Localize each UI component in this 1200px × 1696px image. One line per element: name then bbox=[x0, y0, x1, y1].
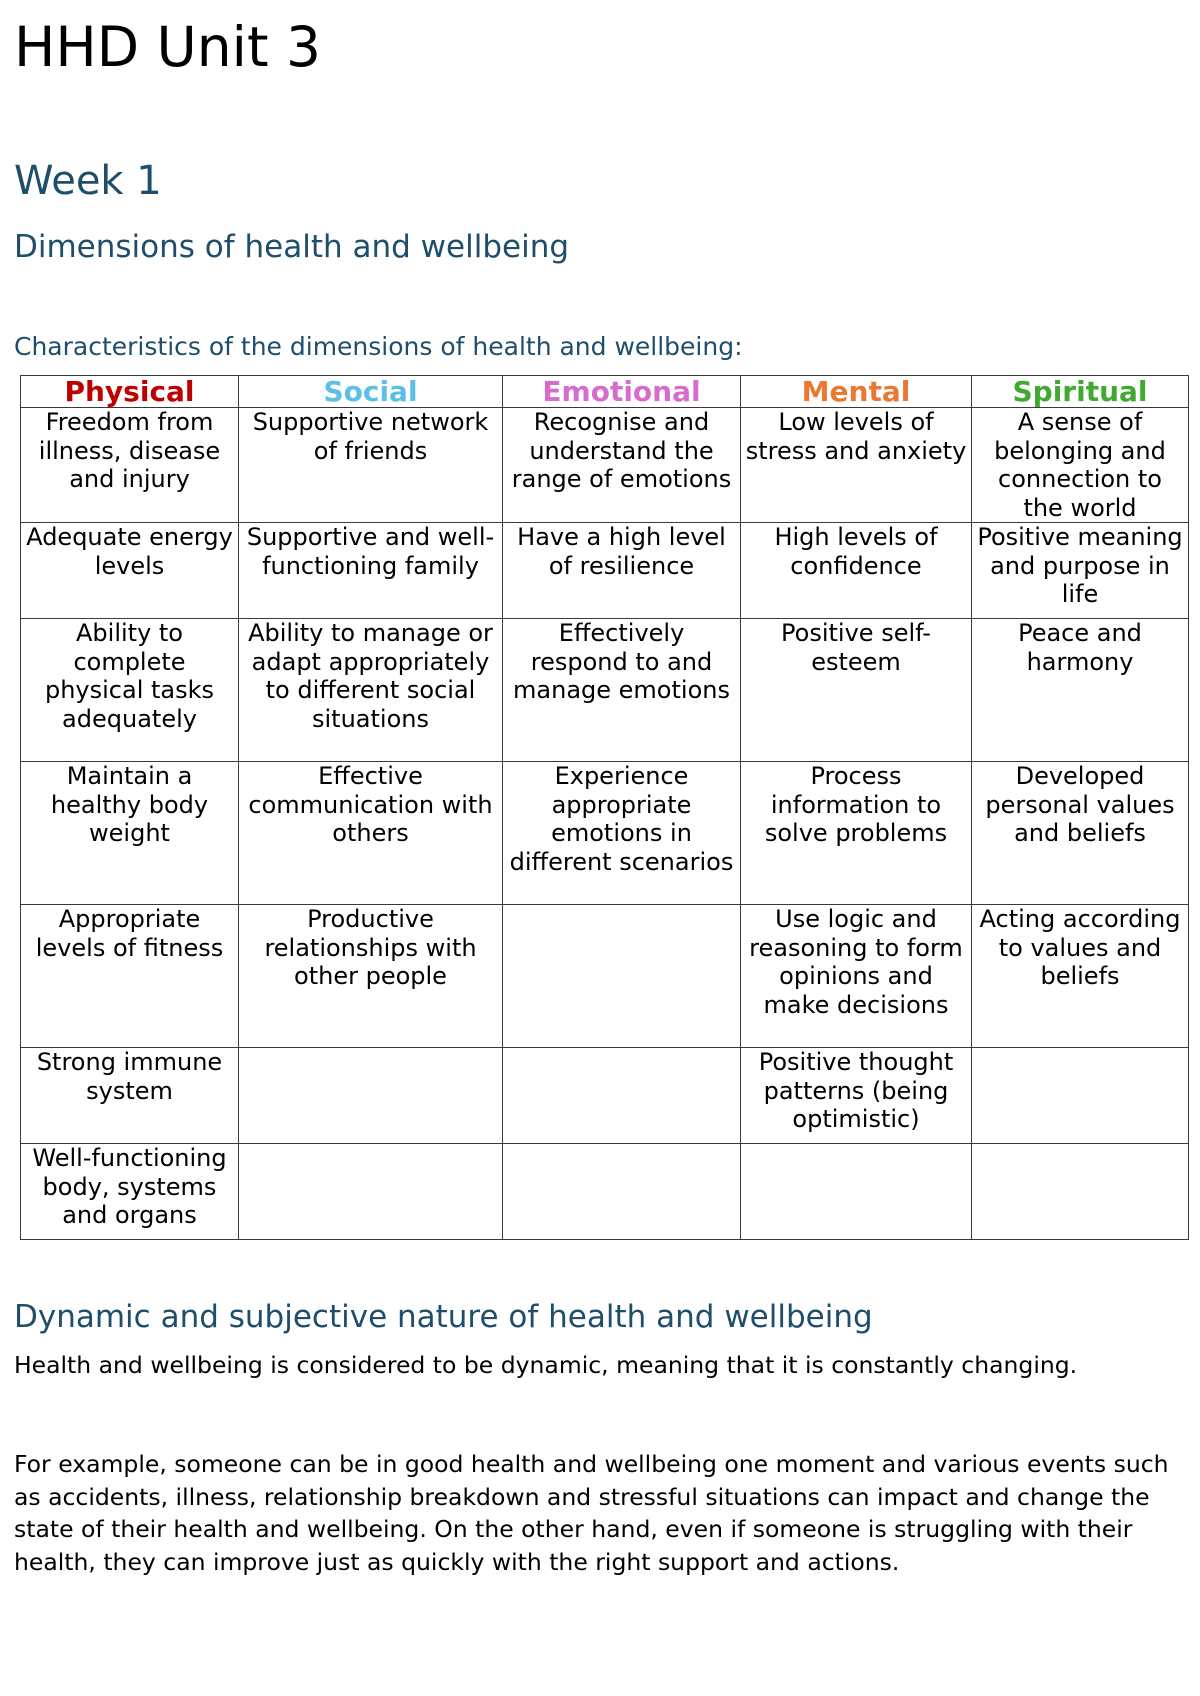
table-cell: High levels of confidence bbox=[741, 523, 972, 619]
table-row bbox=[21, 408, 1189, 523]
header-emotional: Emotional bbox=[503, 376, 741, 408]
table-cell: Developed personal values and beliefs bbox=[972, 762, 1189, 905]
table-cell: Supportive network of friends bbox=[239, 408, 503, 523]
table-cell: Supportive and well-functioning family bbox=[239, 523, 503, 619]
header-social: Social bbox=[239, 376, 503, 408]
body-paragraph: For example, someone can be in good health and wellbeing one moment and various events such as accidents, illness, relationship breakdown and stressful situations can impact and change the state of their health and wellbeing. On the other hand, even if someone is struggling with their health, they can improve just as quickly with the right support and actions. bbox=[14, 1450, 1169, 1576]
body-paragraph: Health and wellbeing is considered to be dynamic, meaning that it is constantly changing. bbox=[14, 1351, 1078, 1379]
table-cell: Appropriate levels of fitness bbox=[21, 905, 239, 1048]
table-cell: Well-functioning body, systems and organs bbox=[21, 1144, 239, 1240]
table-cell: Use logic and reasoning to form opinions and make decisions bbox=[741, 905, 972, 1048]
table-cell bbox=[972, 1144, 1189, 1240]
header-physical: Physical bbox=[21, 376, 239, 408]
table-row bbox=[21, 762, 1189, 905]
table-cell: A sense of belonging and connection to the world bbox=[972, 408, 1189, 523]
table-cell: Positive self-esteem bbox=[741, 619, 972, 762]
table-row bbox=[21, 905, 1189, 1048]
table-cell: Maintain a healthy body weight bbox=[21, 762, 239, 905]
table-cell bbox=[972, 1048, 1189, 1144]
header-mental: Mental bbox=[741, 376, 972, 408]
table-cell: Positive thought patterns (being optimistic) bbox=[741, 1048, 972, 1144]
table-cell bbox=[239, 1144, 503, 1240]
table-row bbox=[21, 619, 1189, 762]
table-cell: Strong immune system bbox=[21, 1048, 239, 1144]
dimensions-table bbox=[20, 375, 1189, 1240]
table-cell: Adequate energy levels bbox=[21, 523, 239, 619]
table-header-row bbox=[21, 376, 1189, 408]
table-row bbox=[21, 523, 1189, 619]
document-title: HHD Unit 3 bbox=[14, 15, 321, 79]
table-cell: Effectively respond to and manage emotions bbox=[503, 619, 741, 762]
table-cell: Freedom from illness, disease and injury bbox=[21, 408, 239, 523]
table-cell: Peace and harmony bbox=[972, 619, 1189, 762]
table-caption: Characteristics of the dimensions of health and wellbeing: bbox=[14, 332, 743, 361]
table-cell: Ability to complete physical tasks adequately bbox=[21, 619, 239, 762]
table-cell: Process information to solve problems bbox=[741, 762, 972, 905]
table-cell: Acting according to values and beliefs bbox=[972, 905, 1189, 1048]
table-cell: Low levels of stress and anxiety bbox=[741, 408, 972, 523]
table-cell bbox=[741, 1144, 972, 1240]
table-cell: Ability to manage or adapt appropriately to different social situations bbox=[239, 619, 503, 762]
dynamic-heading: Dynamic and subjective nature of health and wellbeing bbox=[14, 1299, 873, 1335]
table-cell: Have a high level of resilience bbox=[503, 523, 741, 619]
table-cell: Effective communication with others bbox=[239, 762, 503, 905]
table-cell bbox=[503, 1144, 741, 1240]
table-row bbox=[21, 1048, 1189, 1144]
table-cell bbox=[239, 1048, 503, 1144]
section-heading: Dimensions of health and wellbeing bbox=[14, 229, 570, 265]
table-cell: Positive meaning and purpose in life bbox=[972, 523, 1189, 619]
week-heading: Week 1 bbox=[14, 158, 162, 204]
table-cell: Experience appropriate emotions in different scenarios bbox=[503, 762, 741, 905]
header-spiritual: Spiritual bbox=[972, 376, 1189, 408]
table-cell bbox=[503, 905, 741, 1048]
table-cell: Recognise and understand the range of emotions bbox=[503, 408, 741, 523]
table-row bbox=[21, 1144, 1189, 1240]
table-cell bbox=[503, 1048, 741, 1144]
table-cell: Productive relationships with other people bbox=[239, 905, 503, 1048]
